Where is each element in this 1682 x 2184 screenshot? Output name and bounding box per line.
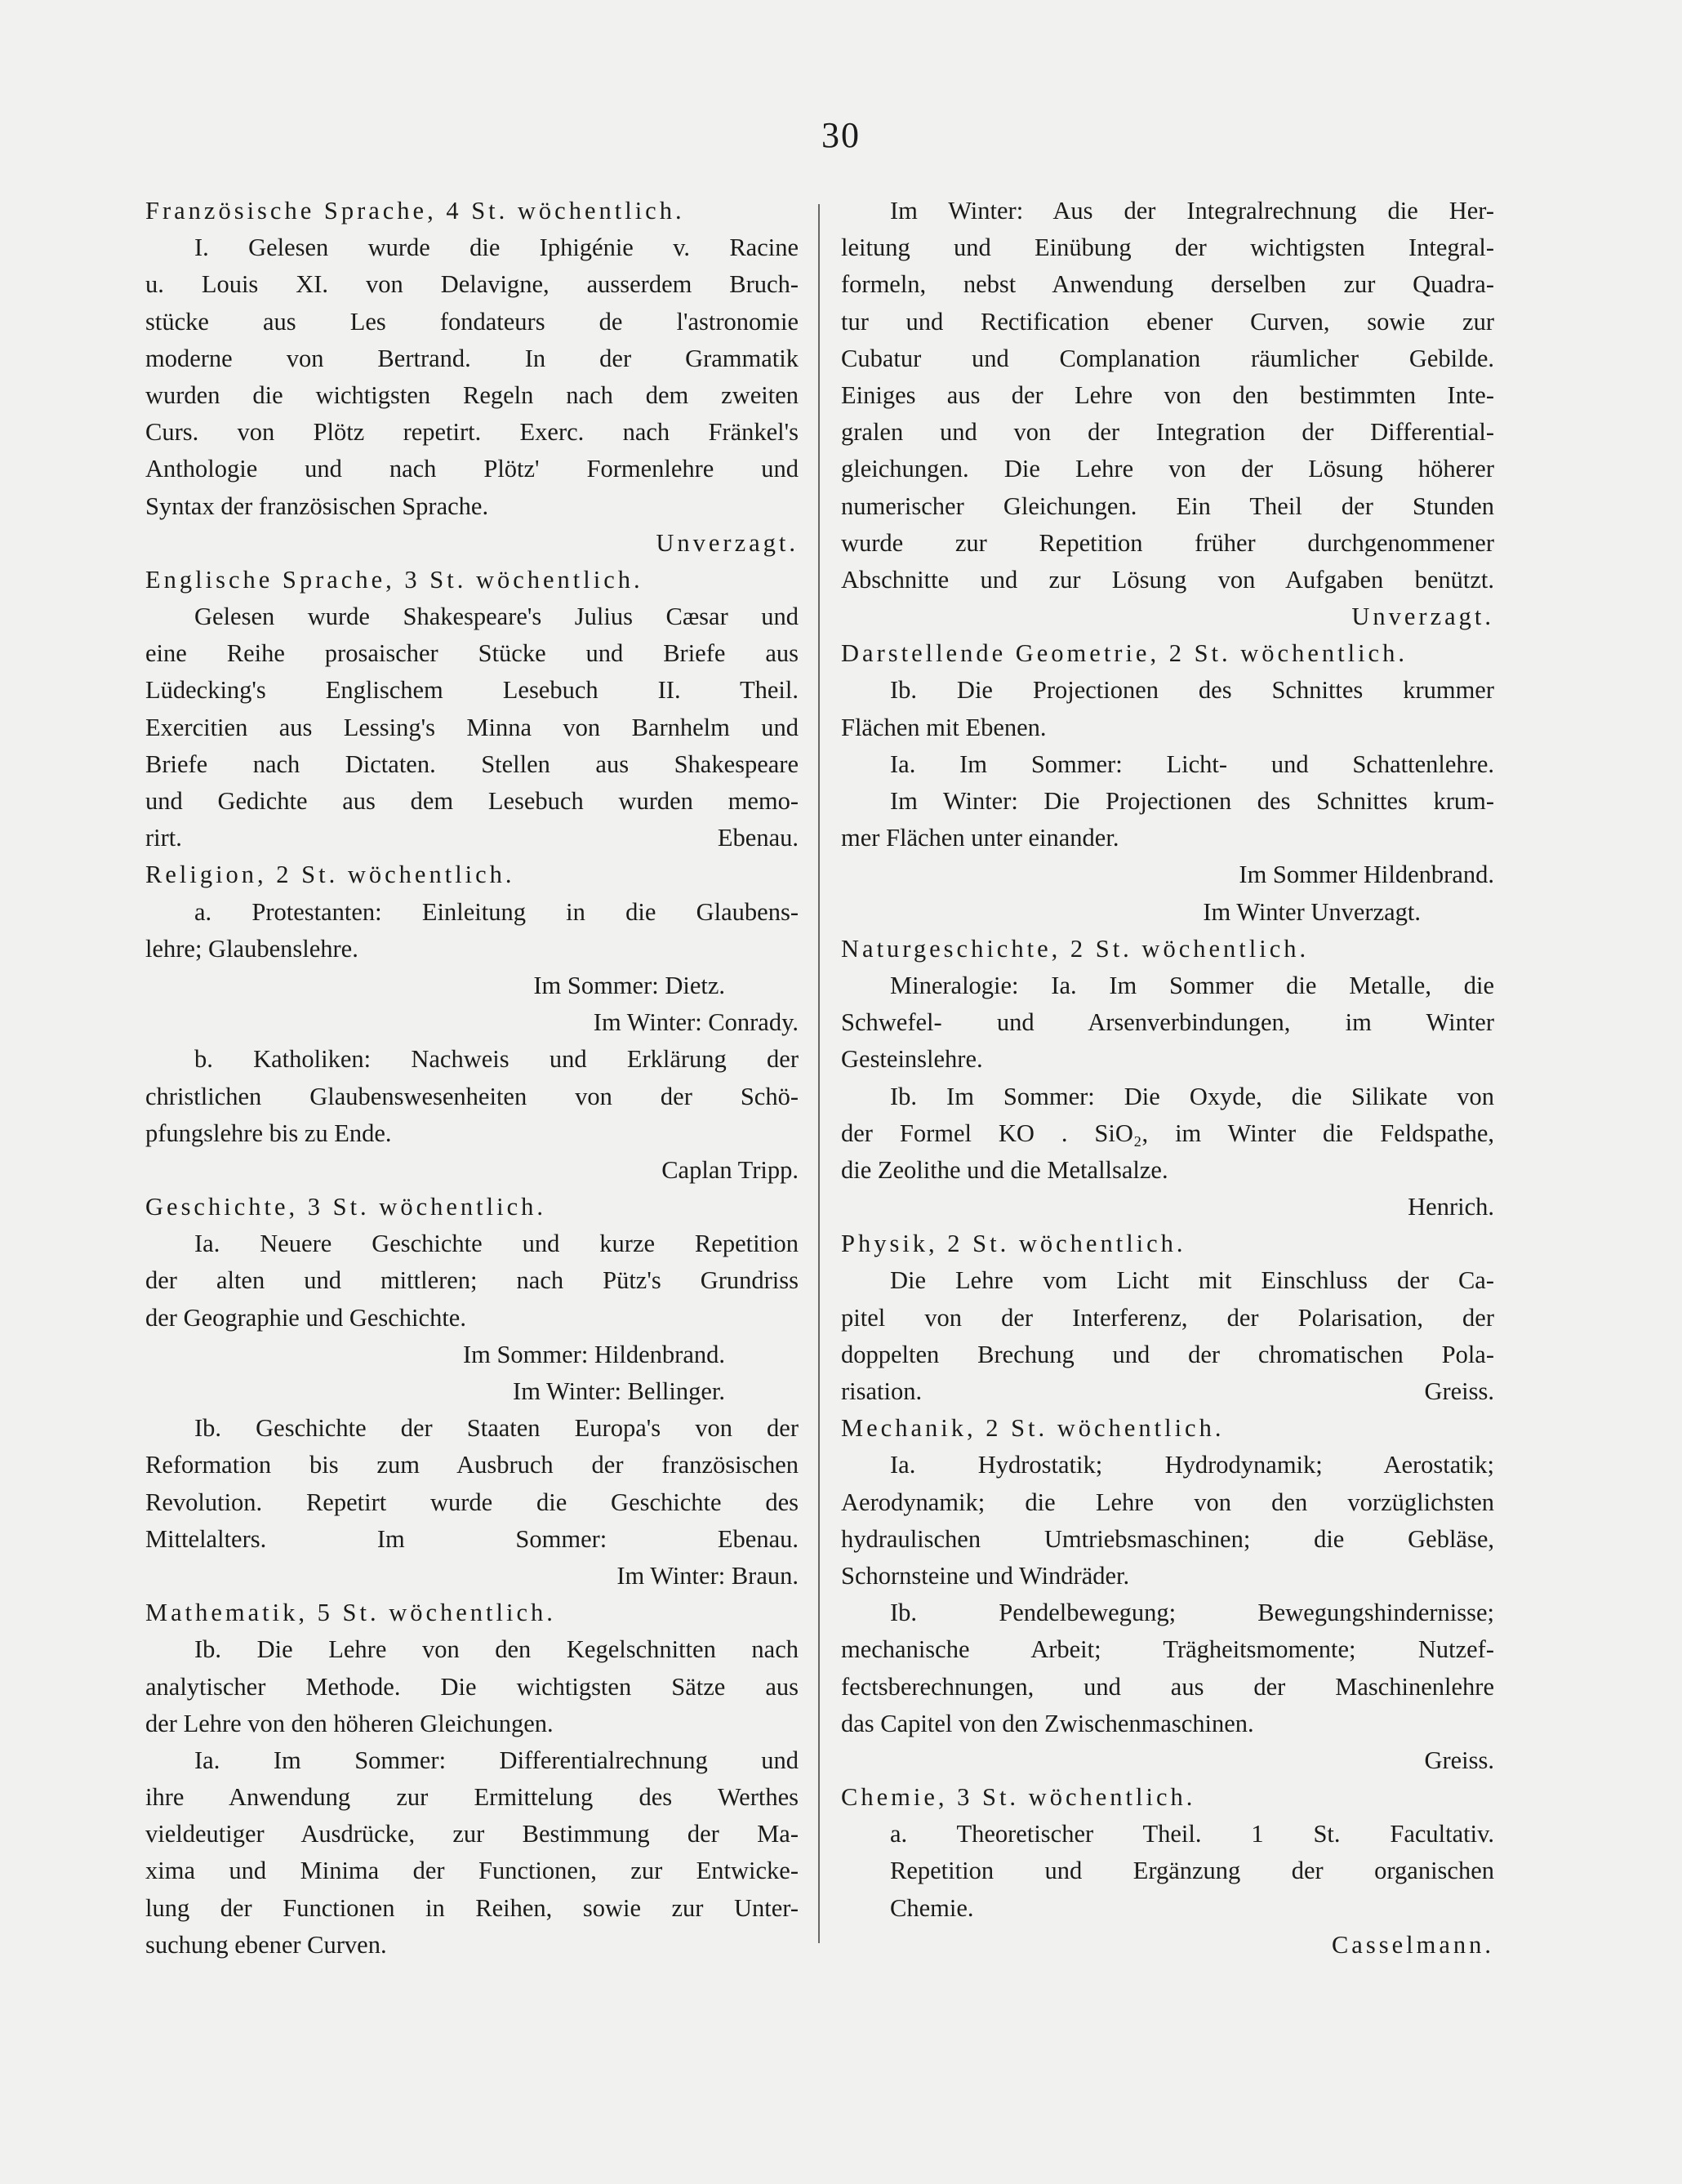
text-line: vieldeutiger Ausdrücke, zur Bestimmung der Ma-: [145, 1820, 799, 1848]
text-line: die Zeolithe und die Metallsalze.: [841, 1155, 1168, 1184]
text-line: mer Flächen unter einander.: [841, 824, 1119, 852]
text-line: und Gedichte aus dem Lesebuch wurden memo-: [145, 787, 799, 815]
text-line: Casselmann.: [1331, 1930, 1494, 1959]
text-line: Geschichte, 3 St. wöchentlich.: [145, 1193, 546, 1221]
text-line: Naturgeschichte, 2 St. wöchentlich.: [841, 934, 1310, 963]
text-line: Briefe nach Dictaten. Stellen aus Shakespeare: [145, 749, 799, 778]
text-line: Aerodynamik; die Lehre von den vorzüglichsten: [841, 1488, 1494, 1516]
text-line: Revolution. Repetirt wurde die Geschichte des: [145, 1488, 799, 1516]
text-line: Chemie, 3 St. wöchentlich.: [841, 1783, 1196, 1812]
text-line: stücke aus Les fondateurs de l'astronomie: [145, 307, 799, 336]
text-line: lehre; Glaubenslehre.: [145, 934, 358, 963]
text-line: doppelten Brechung und der chromatischen Pola-: [841, 1340, 1494, 1368]
text-line: eine Reihe prosaischer Stücke und Briefe aus: [145, 639, 799, 668]
text-line: Im Sommer: Dietz.: [533, 971, 725, 999]
text-line: Cubatur und Complanation räumlicher Gebilde.: [841, 344, 1494, 372]
text-line: Englische Sprache, 3 St. wöchentlich.: [145, 565, 643, 594]
text-line: pfungslehre bis zu Ende.: [145, 1119, 392, 1147]
text-line: Chemie.: [890, 1893, 974, 1922]
text-line: gralen und von der Integration der Differential-: [841, 418, 1494, 447]
right-column: [841, 193, 1494, 1964]
text-line: Im Winter Unverzagt.: [1203, 897, 1421, 926]
text-line: suchung ebener Curven.: [145, 1930, 387, 1959]
text-line: Im Winter: Conrady.: [593, 1008, 799, 1037]
text-line: Gelesen wurde Shakespeare's Julius Cæsar und: [194, 603, 799, 631]
text-line: Greiss.: [1424, 1746, 1494, 1774]
text-line: Gesteinslehre.: [841, 1045, 983, 1074]
text-line: Im Sommer Hildenbrand.: [1239, 861, 1494, 889]
text-line: pitel von der Interferenz, der Polarisation, der: [841, 1303, 1494, 1332]
text-line: Mineralogie: Ia. Im Sommer die Metalle, die: [890, 971, 1494, 999]
text-line: analytischer Methode. Die wichtigsten Sätze aus: [145, 1672, 799, 1701]
text-line: Unverzagt.: [656, 528, 799, 557]
text-line: Caplan Tripp.: [661, 1155, 799, 1184]
text-line: gleichungen. Die Lehre von der Lösung höherer: [841, 455, 1494, 483]
text-line: Ia. Hydrostatik; Hydrodynamik; Aerostatik;: [890, 1451, 1494, 1479]
text-line: rirt. Ebenau.: [145, 824, 799, 852]
text-line: Ib. Im Sommer: Die Oxyde, die Silikate von: [890, 1082, 1494, 1110]
text-line: Im Winter: Bellinger.: [513, 1377, 725, 1405]
text-line: Schwefel- und Arsenverbindungen, im Winter: [841, 1008, 1494, 1037]
text-line: Physik, 2 St. wöchentlich.: [841, 1230, 1186, 1258]
text-line: Französische Sprache, 4 St. wöchentlich.: [145, 197, 685, 225]
text-line: moderne von Bertrand. In der Grammatik: [145, 344, 799, 372]
column-divider: [818, 204, 820, 1943]
text-line: Abschnitte und zur Lösung von Aufgaben benützt.: [841, 565, 1494, 594]
page-number: 30: [821, 115, 861, 155]
text-line: der alten und mittleren; nach Pütz's Grundriss: [145, 1266, 799, 1295]
text-line: Curs. von Plötz repetirt. Exerc. nach Fränkel's: [145, 418, 799, 447]
text-line: Im Winter: Aus der Integralrechnung die Her-: [890, 197, 1494, 225]
text-line: wurden die wichtigsten Regeln nach dem zweiten: [145, 380, 799, 409]
text-line: ihre Anwendung zur Ermittelung des Werthes: [145, 1783, 799, 1812]
text-line: Ia. Im Sommer: Licht- und Schattenlehre.: [890, 749, 1494, 778]
text-line: Exercitien aus Lessing's Minna von Barnhelm und: [145, 713, 799, 741]
text-line: b. Katholiken: Nachweis und Erklärung der: [194, 1045, 799, 1074]
text-line: Ib. Geschichte der Staaten Europa's von der: [194, 1414, 799, 1443]
text-line: Mittelalters. Im Sommer: Ebenau.: [145, 1524, 799, 1553]
text-line: Henrich.: [1408, 1193, 1494, 1221]
text-line: wurde zur Repetition früher durchgenommener: [841, 528, 1494, 557]
text-line: Anthologie und nach Plötz' Formenlehre und: [145, 455, 799, 483]
text-line: numerischer Gleichungen. Ein Theil der Stunden: [841, 492, 1494, 520]
text-line: der Formel KO . SiO₂, im Winter die Feldspathe,: [841, 1119, 1494, 1147]
text-line: Repetition und Ergänzung der organischen: [890, 1857, 1494, 1885]
text-line: der Lehre von den höheren Gleichungen.: [145, 1709, 554, 1737]
text-line: Unverzagt.: [1351, 603, 1494, 631]
text-line: Im Winter: Braun.: [616, 1561, 799, 1590]
left-column: [145, 193, 799, 1964]
text-line: tur und Rectification ebener Curven, sowie zur: [841, 307, 1494, 336]
text-line: Flächen mit Ebenen.: [841, 713, 1047, 741]
text-line: Ib. Die Projectionen des Schnittes krummer: [890, 676, 1494, 705]
text-line: hydraulischen Umtriebsmaschinen; die Gebläse,: [841, 1524, 1494, 1553]
text-line: leitung und Einübung der wichtigsten Integral-: [841, 234, 1494, 262]
text-line: Schornsteine und Windräder.: [841, 1561, 1130, 1590]
text-line: fectsberechnungen, und aus der Maschinenlehre: [841, 1672, 1494, 1701]
text-line: xima und Minima der Functionen, zur Entwicke-: [145, 1857, 799, 1885]
text-line: formeln, nebst Anwendung derselben zur Quadra-: [841, 270, 1494, 299]
text-line: risation. Greiss.: [841, 1377, 1494, 1405]
text-line: Darstellende Geometrie, 2 St. wöchentlich.: [841, 639, 1408, 668]
text-line: Ia. Neuere Geschichte und kurze Repetition: [194, 1230, 799, 1258]
text-line: das Capitel von den Zwischenmaschinen.: [841, 1709, 1254, 1737]
text-line: Einiges aus der Lehre von den bestimmten Inte-: [841, 380, 1494, 409]
text-line: Mechanik, 2 St. wöchentlich.: [841, 1414, 1225, 1443]
text-line: Reformation bis zum Ausbruch der französischen: [145, 1451, 799, 1479]
text-line: christlichen Glaubenswesenheiten von der Schö-: [145, 1082, 799, 1110]
text-line: u. Louis XI. von Delavigne, ausserdem Bruch-: [145, 270, 799, 299]
text-line: a. Protestanten: Einleitung in die Glaubens-: [194, 897, 799, 926]
text-line: lung der Functionen in Reihen, sowie zur Unter-: [145, 1893, 799, 1922]
text-line: Im Sommer: Hildenbrand.: [462, 1340, 725, 1368]
text-line: Religion, 2 St. wöchentlich.: [145, 861, 515, 889]
text-line: mechanische Arbeit; Trägheitsmomente; Nutzef-: [841, 1635, 1494, 1664]
text-line: Lüdecking's Englischem Lesebuch II. Theil.: [145, 676, 799, 705]
text-line: Im Winter: Die Projectionen des Schnittes krum-: [890, 787, 1494, 815]
text-line: Die Lehre vom Licht mit Einschluss der Ca-: [890, 1266, 1494, 1295]
text-line: Ib. Pendelbewegung; Bewegungshindernisse;: [890, 1599, 1494, 1627]
text-line: I. Gelesen wurde die Iphigénie v. Racine: [194, 234, 799, 262]
text-line: der Geographie und Geschichte.: [145, 1303, 466, 1332]
text-line: a. Theoretischer Theil. 1 St. Facultativ.: [890, 1820, 1494, 1848]
text-line: Syntax der französischen Sprache.: [145, 492, 489, 520]
text-line: Mathematik, 5 St. wöchentlich.: [145, 1599, 556, 1627]
text-line: Ia. Im Sommer: Differentialrechnung und: [194, 1746, 799, 1774]
text-line: Ib. Die Lehre von den Kegelschnitten nach: [194, 1635, 799, 1664]
